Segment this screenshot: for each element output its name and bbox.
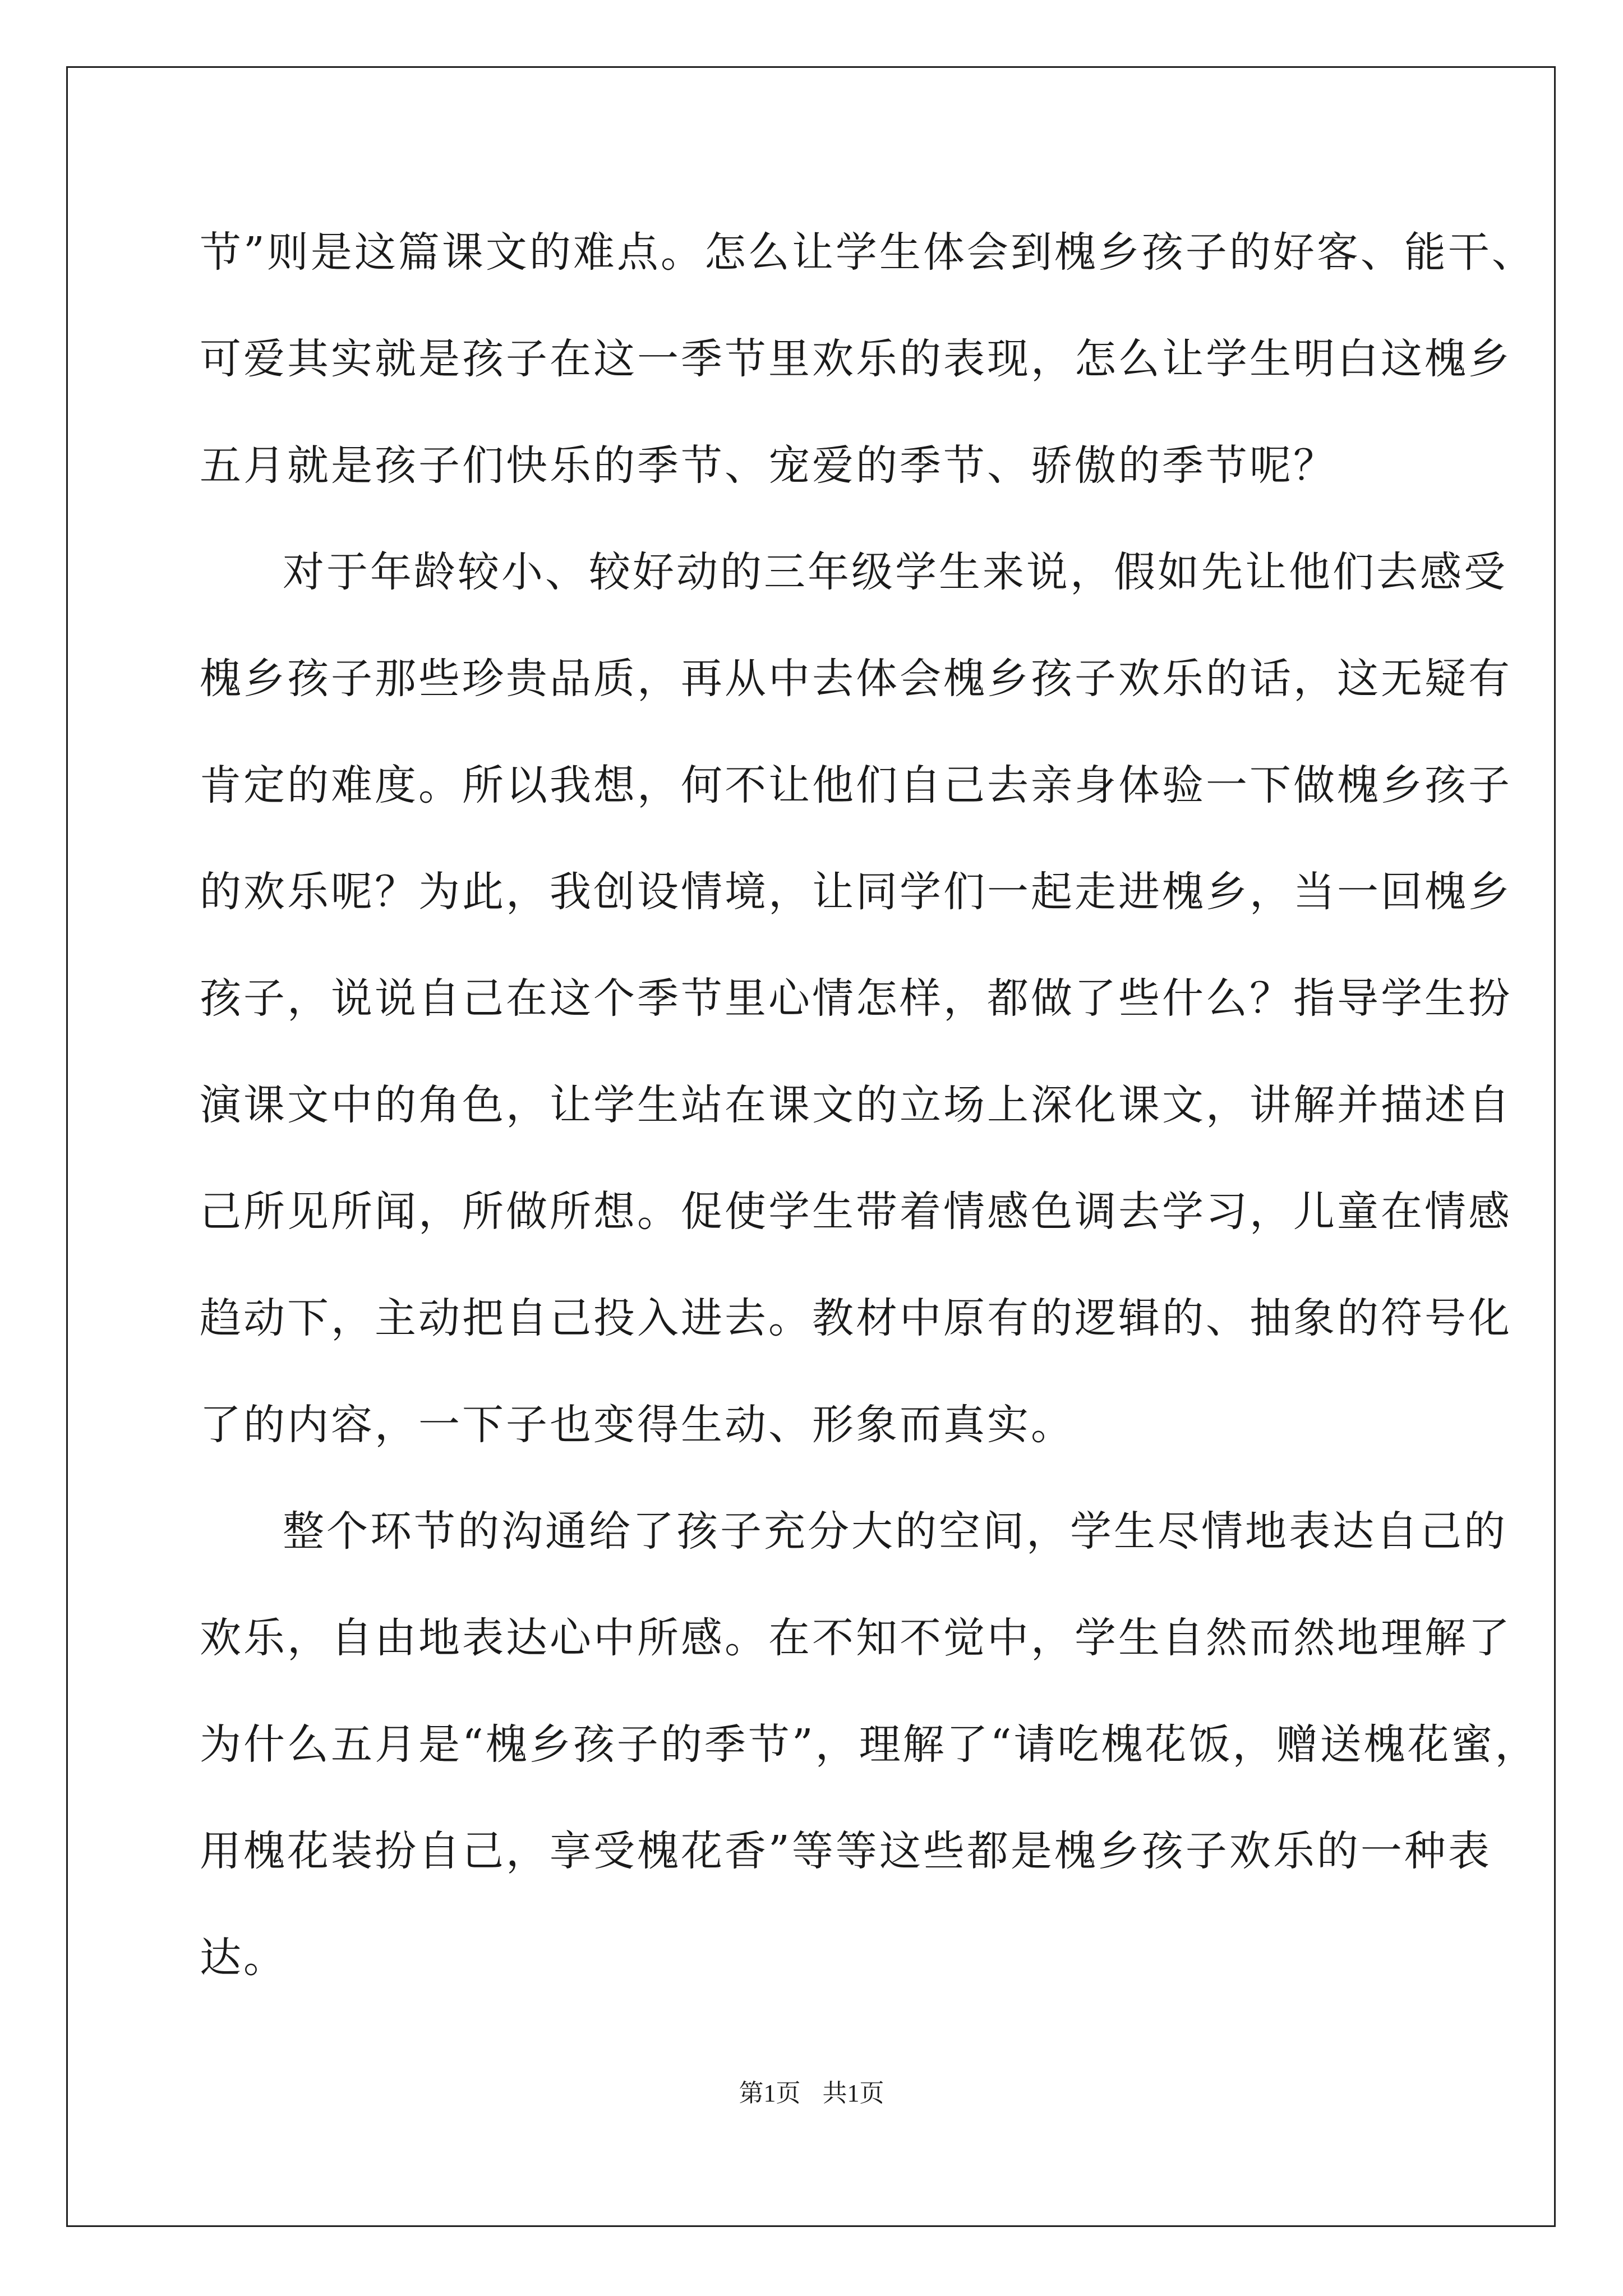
text-line: 欢乐，自由地表达心中所感。在不知不觉中，学生自然而然地理解了 — [200, 1614, 1512, 1662]
text-line: 五月就是孩子们快乐的季节、宠爱的季节、骄傲的季节呢？ — [200, 441, 1337, 490]
text-line: 了的内容，一下子也变得生动、形象而真实。 — [200, 1401, 1075, 1449]
text-line: 演课文中的角色，让学生站在课文的立场上深化课文，讲解并描述自 — [200, 1081, 1512, 1129]
text-line: 肯定的难度。所以我想，何不让他们自己去亲身体验一下做槐乡孩子 — [200, 761, 1512, 809]
text-line: 孩子，说说自己在这个季节里心情怎样，都做了些什么？指导学生扮 — [200, 974, 1512, 1023]
text-line: 可爱其实就是孩子在这一季节里欢乐的表现，怎么让学生明白这槐乡 — [200, 335, 1512, 383]
text-line: 己所见所闻，所做所想。促使学生带着情感色调去学习，儿童在情感 — [200, 1188, 1512, 1236]
page-number: 第1页 — [739, 2079, 801, 2107]
text-line: 达。 — [200, 1934, 287, 1982]
page-border — [66, 66, 1556, 2227]
text-line: 用槐花装扮自己，享受槐花香”等等这些都是槐乡孩子欢乐的一种表 — [200, 1827, 1492, 1875]
text-line: 节”则是这篇课文的难点。怎么让学生体会到槐乡孩子的好客、能干、 — [200, 228, 1536, 277]
page-footer — [0, 2077, 1623, 2110]
text-line: 槐乡孩子那些珍贵品质，再从中去体会槐乡孩子欢乐的话，这无疑有 — [200, 655, 1512, 703]
text-line: 对于年龄较小、较好动的三年级学生来说，假如先让他们去感受 — [283, 548, 1507, 596]
page-total: 共1页 — [822, 2079, 884, 2107]
text-line: 为什么五月是“槐乡孩子的季节”，理解了“请吃槐花饭，赠送槐花蜜， — [200, 1720, 1539, 1769]
text-line: 趋动下，主动把自己投入进去。教材中原有的逻辑的、抽象的符号化 — [200, 1294, 1512, 1342]
text-line: 整个环节的沟通给了孩子充分大的空间，学生尽情地表达自己的 — [283, 1507, 1507, 1556]
text-line: 的欢乐呢？为此，我创设情境，让同学们一起走进槐乡，当一回槐乡 — [200, 868, 1512, 916]
